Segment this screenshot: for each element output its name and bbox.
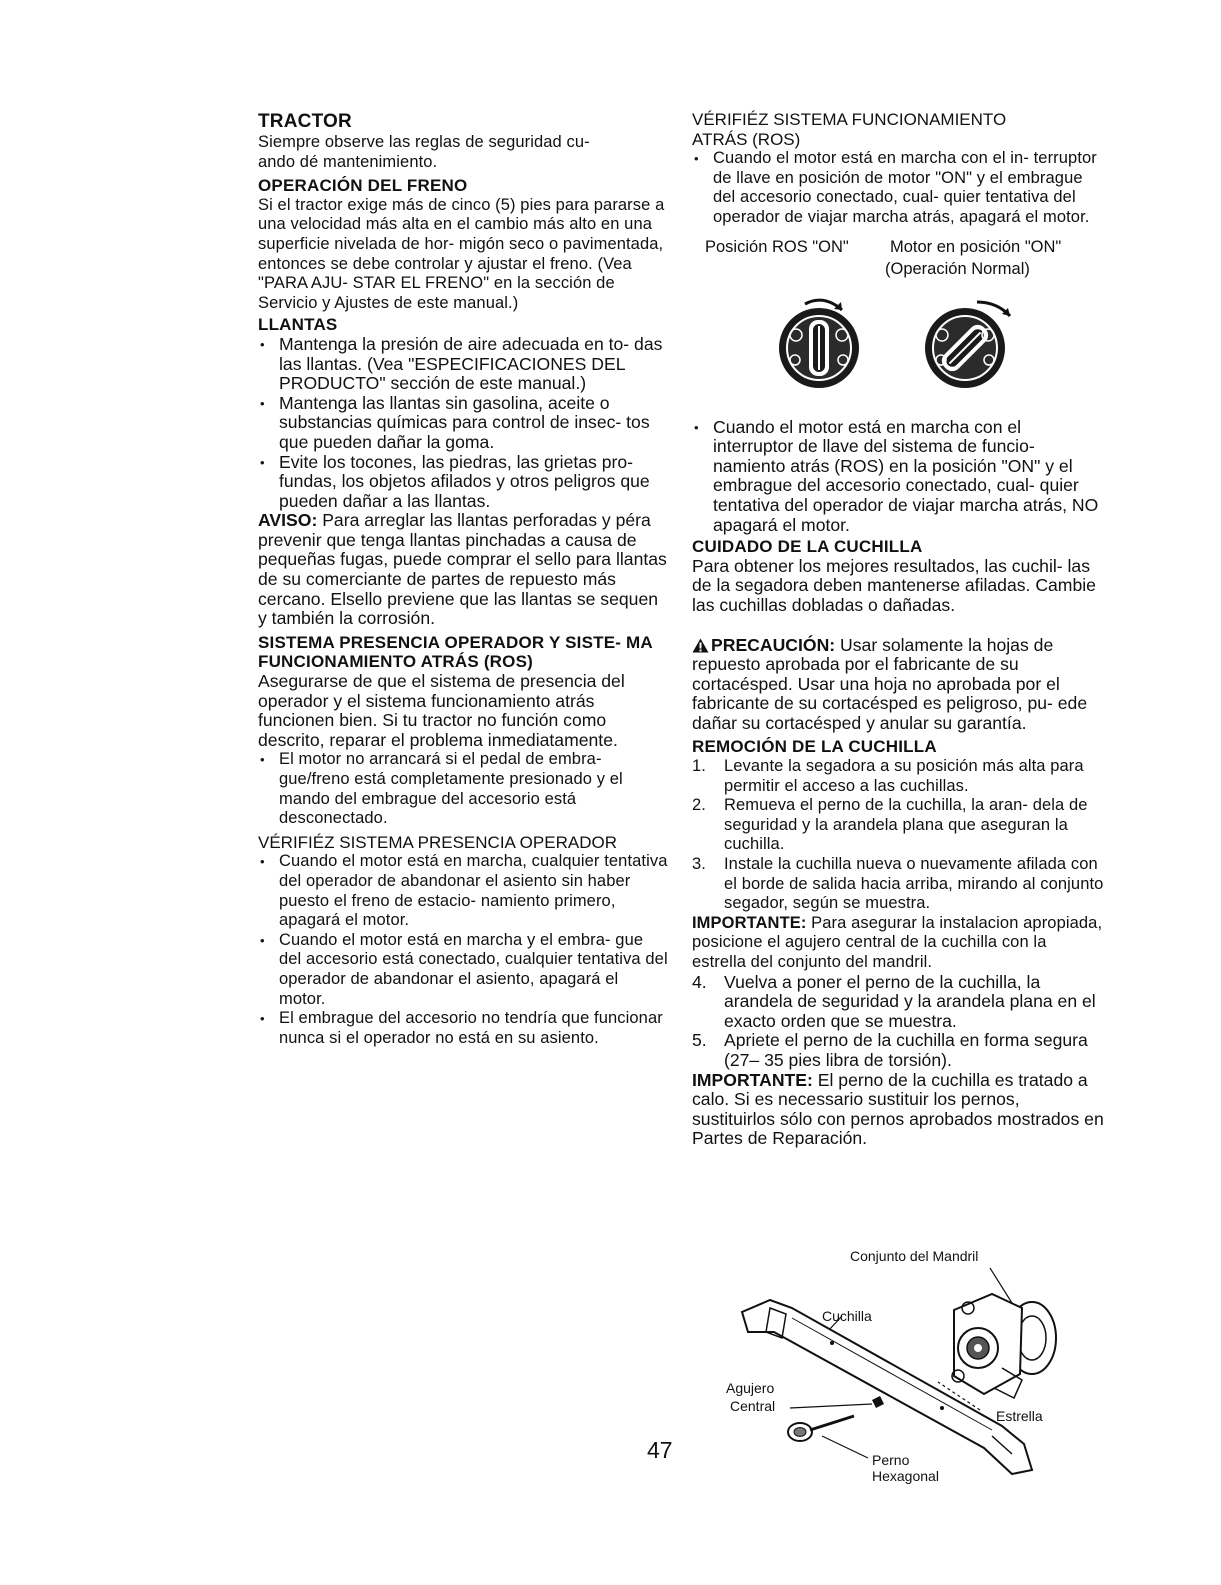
list-item: • Mantenga la presión de aire adecuada en to- das las llantas. (Vea "ESPECIFICACIONES DEL PRODUCTO" sección de este manual.) bbox=[258, 335, 668, 394]
ros-system-heading: SISTEMA PRESENCIA OPERADOR Y SISTE- MA FUNCIONAMIENTO ATRÁS (ROS) bbox=[258, 632, 653, 672]
list-item: • El motor no arrancará si el pedal de embra- gue/freno está completamente presionado y el mando del embrague del accesorio está desconectado. bbox=[258, 750, 668, 828]
tires-list bbox=[258, 335, 668, 511]
list-item: • Cuando el motor está en marcha, cualquier tentativa del operador de abandonar el asiento sin haber puesto el freno de estacio- namiento primero, apagará el motor. bbox=[258, 852, 668, 930]
ros-list-2 bbox=[692, 418, 1104, 536]
step-number: 4. bbox=[692, 971, 707, 992]
normal-operation-label: (Operación Normal) bbox=[885, 259, 1030, 278]
aviso-paragraph bbox=[258, 511, 668, 629]
list-item: • Cuando el motor está en marcha con el in- terruptor de llave en posición de motor "ON" y el embrague del accesorio conectado, cual- quier tentativa del operador de viajar marcha atrás, apagará el motor. bbox=[692, 149, 1104, 227]
tractor-heading: TRACTOR bbox=[258, 111, 352, 132]
blade-removal-heading: REMOCIÓN DE LA CUCHILLA bbox=[692, 737, 937, 757]
motor-on-key-switch-icon bbox=[925, 302, 1010, 388]
brake-heading: OPERACIÓN DEL FRENO bbox=[258, 176, 468, 196]
list-item: • Cuando el motor está en marcha con el interruptor de llave del sistema de funcio- namiento atrás (ROS) en la posición "ON" y el embrague del accesorio conectado, cual- quier tentativa del operador de viajar marcha atrás, NO apagará el motor. bbox=[692, 418, 1104, 536]
list-item bbox=[692, 855, 1104, 914]
spindle-assembly-icon bbox=[952, 1294, 1056, 1398]
ros-on-label: Posición ROS "ON" bbox=[705, 237, 849, 256]
blade-removal-steps bbox=[692, 757, 1104, 914]
key-switch-figure bbox=[692, 290, 1104, 410]
tractor-paragraph: Siempre observe las reglas de seguridad cu- ando dé mantenimiento. bbox=[258, 133, 590, 171]
blade-install-steps bbox=[692, 973, 1104, 1071]
aviso-text: Para arreglar las llantas perforadas y péra prevenir que tenga llantas pinchadas a causa de pequeñas fugas, puede comprar el sello para llantas de su comerciante de partes de repuesto más cercano. Elsello previene que las llantas se sequen y también la corrosión. bbox=[258, 510, 667, 629]
page-number: 47 bbox=[647, 1437, 673, 1463]
brake-paragraph: Si el tractor exige más de cinco (5) pies para pararse a una velocidad más alta en el cambio más alto en una superficie nivelada de hor- migón seco o pavimentada, entonces se debe controlar y ajustar el freno. (Vea "PARA AJU- STAR EL FRENO" en la sección de Servicio y Ajustes de este manual.) bbox=[258, 195, 665, 312]
list-item: • Evite los tocones, las piedras, las grietas pro- fundas, los objetos afilados y otros peligros que pueden dañar a las llantas. bbox=[258, 453, 668, 512]
list-item bbox=[692, 757, 1104, 796]
blade-care-heading: CUIDADO DE LA CUCHILLA bbox=[692, 537, 923, 557]
blade-assembly-illustration bbox=[722, 1248, 1062, 1484]
step-text: Apriete el perno de la cuchilla en forma segura (27– 35 pies libra de torsión). bbox=[724, 1030, 1088, 1070]
list-item: • Cuando el motor está en marcha y el embra- gue del accesorio está conectado, cualquier tentativa del operador de abandonar el asiento, apagará el motor. bbox=[258, 931, 668, 1009]
step-text: Levante la segadora a su posición más alta para permitir el acceso a las cuchillas. bbox=[724, 757, 1084, 795]
spindle-assembly-label: Conjunto del Mandril bbox=[850, 1248, 979, 1264]
important-label: IMPORTANTE: bbox=[692, 913, 807, 932]
list-item bbox=[692, 973, 1104, 1032]
bolt-label-2: Hexagonal bbox=[872, 1468, 939, 1484]
ros-list-1 bbox=[692, 149, 1104, 227]
step-number: 3. bbox=[692, 855, 706, 874]
motor-on-label: Motor en posición "ON" bbox=[890, 237, 1062, 256]
center-hole-label-2: Central bbox=[730, 1398, 776, 1414]
important-text: El perno de la cuchilla es tratado a calo. Si es necessario sustituir los pernos, sustituirlos sólo con pernos aprobados mostrados en Partes de Reparación. bbox=[692, 1069, 1104, 1149]
hex-bolt-icon bbox=[788, 1416, 854, 1441]
list-item: • Mantenga las llantas sin gasolina, aceite o substancias químicas para control de insec- tos que pueden dañar la goma. bbox=[258, 394, 668, 453]
ros-check-heading: VÉRIFIÉZ SISTEMA FUNCIONAMIENTO ATRÁS (ROS) bbox=[692, 110, 1007, 149]
right-column bbox=[692, 110, 1104, 1149]
step-text: Vuelva a poner el perno de la cuchilla, la arandela de seguridad y la arandela plana en el exacto orden que se muestra. bbox=[724, 971, 1096, 1031]
left-column bbox=[258, 110, 668, 1048]
ros-system-paragraph: Asegurarse de que el sistema de presencia del operador y el sistema funcionamiento atrás funcionen bien. Si tu tractor no función como descrito, reparar el problema inmediatamente. bbox=[258, 671, 625, 750]
list-item bbox=[692, 796, 1104, 855]
presence-check-heading: VÉRIFIÉZ SISTEMA PRESENCIA OPERADOR bbox=[258, 832, 617, 852]
list-item bbox=[692, 1031, 1104, 1070]
important-label: IMPORTANTE: bbox=[692, 1069, 813, 1090]
aviso-label: AVISO: bbox=[258, 510, 318, 531]
presence-list bbox=[258, 852, 668, 1048]
ros-figure-labels bbox=[692, 234, 1104, 278]
star-label: Estrella bbox=[996, 1408, 1043, 1424]
key-switch-illustration bbox=[692, 290, 1104, 410]
blade-care-paragraph: Para obtener los mejores resultados, las cuchil- las de la segadora deben mantenerse afiladas. Cambie las cuchillas dobladas o dañadas. bbox=[692, 555, 1096, 615]
center-hole-label-1: Agujero bbox=[726, 1380, 775, 1396]
step-number: 5. bbox=[692, 1030, 707, 1051]
important-paragraph-1 bbox=[692, 914, 1104, 973]
list-item: • El embrague del accesorio no tendría que funcionar nunca si el operador no está en su asiento. bbox=[258, 1009, 668, 1048]
important-text: Para asegurar la instalacion apropiada, posicione el agujero central de la cuchilla con la estrella del conjunto del mandril. bbox=[692, 913, 1103, 971]
tires-heading: LLANTAS bbox=[258, 315, 338, 335]
blade-assembly-diagram bbox=[722, 1248, 1062, 1484]
caution-paragraph bbox=[692, 636, 1104, 734]
caution-label: PRECAUCIÓN: bbox=[711, 634, 836, 655]
step-text: Remueva el perno de la cuchilla, la aran- dela de seguridad y la arandela plana que aseguran la cuchilla. bbox=[724, 796, 1088, 854]
bolt-label-1: Perno bbox=[872, 1452, 910, 1468]
important-paragraph-2 bbox=[692, 1071, 1104, 1149]
caution-text: Usar solamente la hojas de repuesto aprobada por el fabricante de su cortacésped. Usar una hoja no aprobada por el fabricante de su cortacésped es peligroso, pu- ede dañar su cortacésped y anular su garantía. bbox=[692, 634, 1088, 733]
warning-triangle-icon bbox=[692, 638, 709, 653]
ros-on-key-switch-icon bbox=[779, 300, 859, 388]
step-text: Instale la cuchilla nueva o nuevamente afilada con el borde de salida hacia arriba, mirando al conjunto segador, según se muestra. bbox=[724, 855, 1104, 913]
step-number: 2. bbox=[692, 796, 706, 815]
ros-system-list bbox=[258, 750, 668, 828]
step-number: 1. bbox=[692, 757, 706, 776]
blade-label: Cuchilla bbox=[822, 1308, 872, 1324]
